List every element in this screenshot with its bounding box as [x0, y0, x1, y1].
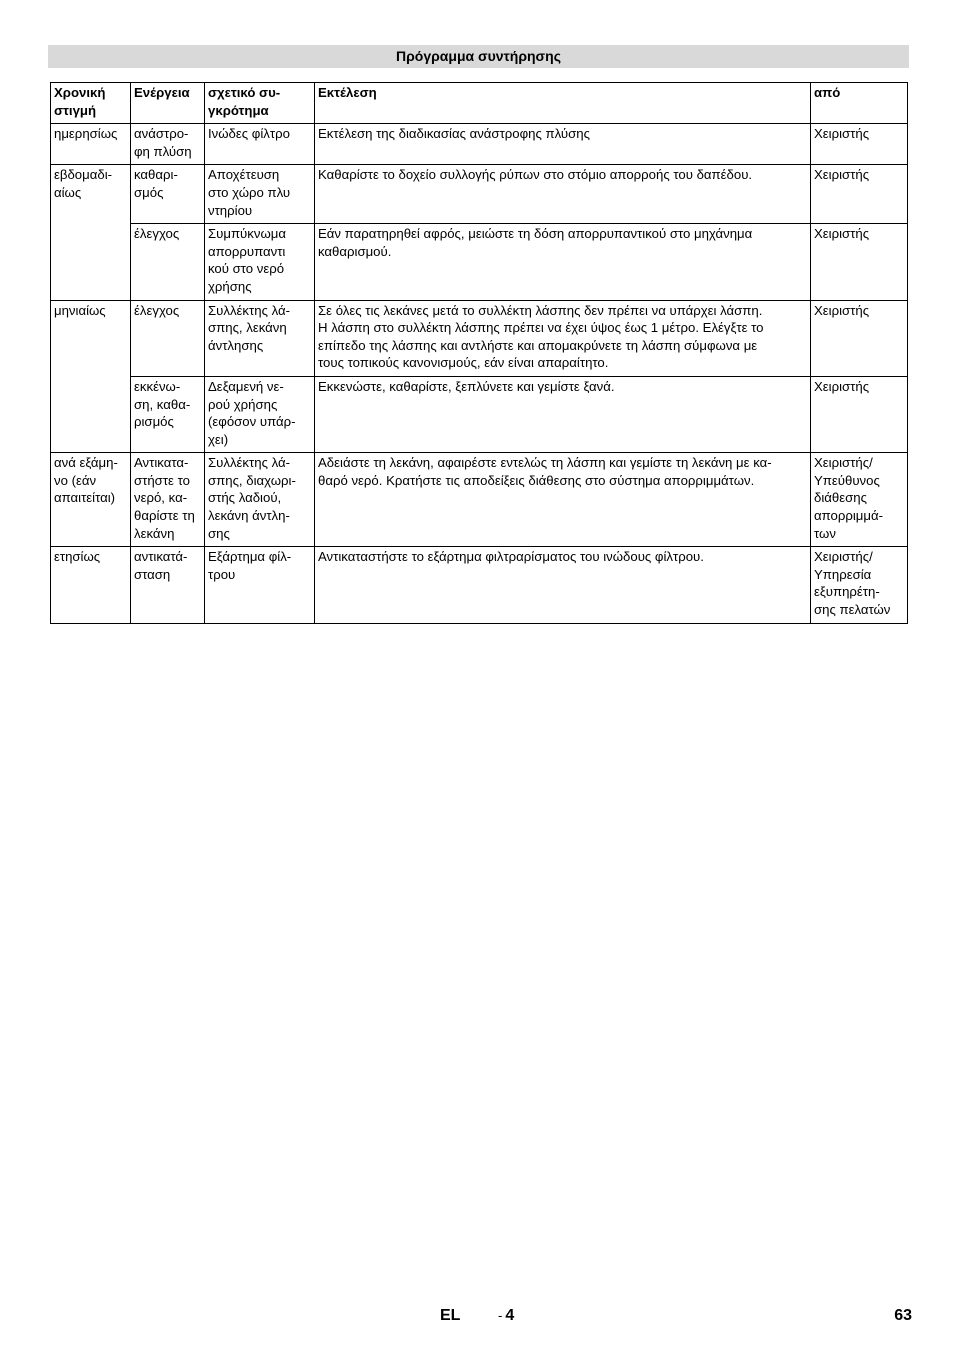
cell-execution: Σε όλες τις λεκάνες μετά το συλλέκτη λάσπης δεν πρέπει να υπάρχει λάσπη. Η λάσπη στο συλλέκτη λάσπης πρέπει να έχει ύψος έως 1 μέτρο. Ελέγξτε το επίπεδο της λάσπης και αντλήστε και απομακρύνετε τη λάσπη σύμφωνα με τους τοπικούς κανονισμούς, εάν είναι απαραίτητο.	[315, 300, 811, 376]
table-row	[51, 547, 908, 623]
cell-time: ημερησίως	[51, 124, 131, 165]
cell-by: Χειριστής	[811, 165, 908, 224]
footer-section-page	[498, 1307, 514, 1325]
cell-assembly: Συλλέκτης λά- σπης, διαχωρι- στής λαδιού, λεκάνη άντλη- σης	[205, 453, 315, 547]
cell-execution: Αντικαταστήστε το εξάρτημα φιλτραρίσματος του ινώδους φίλτρου.	[315, 547, 811, 623]
footer-page-number: 63	[894, 1307, 912, 1324]
cell-assembly: Αποχέτευση στο χώρο πλυ ντηρίου	[205, 165, 315, 224]
cell-assembly: Εξάρτημα φίλ- τρου	[205, 547, 315, 623]
cell-assembly: Δεξαμενή νε- ρού χρήσης (εφόσον υπάρ- χει)	[205, 376, 315, 452]
cell-by: Χειριστής	[811, 124, 908, 165]
footer-section-page-number: 4	[505, 1307, 515, 1324]
cell-execution: Αδειάστε τη λεκάνη, αφαιρέστε εντελώς τη λάσπη και γεμίστε τη λεκάνη με κα- θαρό νερό. Κρατήστε τις αποδείξεις διάθεσης στο σύστημα απορριμμάτων.	[315, 453, 811, 547]
cell-assembly: Συμπύκνωμα απορρυπαντι κού στο νερό χρήσης	[205, 224, 315, 300]
table-header-row	[51, 83, 908, 124]
cell-execution: Εκκενώστε, καθαρίστε, ξεπλύνετε και γεμίστε ξανά.	[315, 376, 811, 452]
table-row	[51, 300, 908, 376]
cell-time: ετησίως	[51, 547, 131, 623]
table-row	[51, 165, 908, 224]
cell-assembly: Ινώδες φίλτρο	[205, 124, 315, 165]
section-title: Πρόγραμμα συντήρησης	[48, 45, 909, 68]
cell-by: Χειριστής	[811, 376, 908, 452]
header-time: Χρονική στιγμή	[51, 83, 131, 124]
cell-action: έλεγχος	[131, 224, 205, 300]
header-assembly: σχετικό συ- γκρότημα	[205, 83, 315, 124]
cell-action: Αντικατα- στήστε το νερό, κα- θαρίστε τη λεκάνη	[131, 453, 205, 547]
footer-language: EL	[440, 1307, 461, 1324]
cell-time: εβδομαδι- αίως	[51, 165, 131, 300]
cell-time: μηνιαίως	[51, 300, 131, 453]
cell-execution: Εκτέλεση της διαδικασίας ανάστροφης πλύσης	[315, 124, 811, 165]
header-by: από	[811, 83, 908, 124]
cell-by: Χειριστής	[811, 224, 908, 300]
table-row	[51, 453, 908, 547]
cell-action: αντικατά- σταση	[131, 547, 205, 623]
cell-action: έλεγχος	[131, 300, 205, 376]
table-row	[51, 224, 908, 300]
cell-assembly: Συλλέκτης λά- σπης, λεκάνη άντλησης	[205, 300, 315, 376]
cell-action: ανάστρο- φη πλύση	[131, 124, 205, 165]
cell-by: Χειριστής/ Υπεύθυνος διάθεσης απορριμμά- των	[811, 453, 908, 547]
cell-action: εκκένω- ση, καθα- ρισμός	[131, 376, 205, 452]
maintenance-schedule-table	[50, 82, 908, 624]
table-row	[51, 124, 908, 165]
cell-execution: Καθαρίστε το δοχείο συλλογής ρύπων στο στόμιο απορροής του δαπέδου.	[315, 165, 811, 224]
footer-dash: -	[498, 1308, 503, 1323]
cell-by: Χειριστής	[811, 300, 908, 376]
header-action: Ενέργεια	[131, 83, 205, 124]
cell-execution: Εάν παρατηρηθεί αφρός, μειώστε τη δόση απορρυπαντικού στο μηχάνημα καθαρισμού.	[315, 224, 811, 300]
cell-time: ανά εξάμη- νο (εάν απαιτείται)	[51, 453, 131, 547]
cell-action: καθαρι- σμός	[131, 165, 205, 224]
cell-by: Χειριστής/ Υπηρεσία εξυπηρέτη- σης πελατών	[811, 547, 908, 623]
header-execution: Εκτέλεση	[315, 83, 811, 124]
table-row	[51, 376, 908, 452]
